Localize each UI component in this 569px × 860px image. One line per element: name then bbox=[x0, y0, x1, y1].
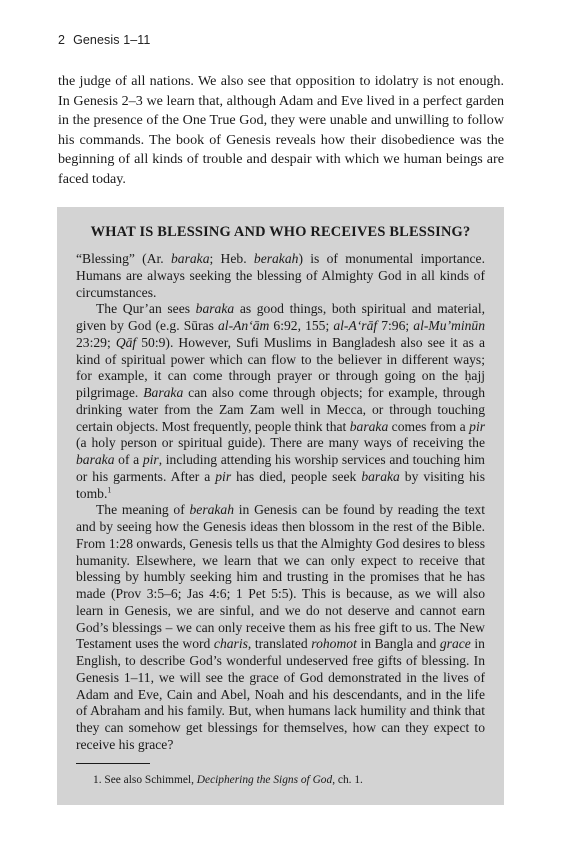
italic-term: al-A‘rāf bbox=[333, 318, 378, 333]
text-run: The Qur’an sees bbox=[96, 301, 196, 317]
italic-term: berakah bbox=[253, 251, 299, 266]
text-run: 6:92, 155; bbox=[269, 318, 334, 333]
italic-term: pir bbox=[215, 468, 232, 484]
footnote-reference[interactable]: 1 bbox=[107, 484, 112, 494]
box-title: WHAT IS BLESSING AND WHO RECEIVES BLESSING? bbox=[90, 224, 471, 240]
italic-term: pir bbox=[142, 452, 159, 467]
page-number: 2 bbox=[58, 33, 66, 47]
text-run: ) is of monumental importance. Humans are always seeking the blessing of Almighty God in all kinds of circumstances. bbox=[76, 251, 485, 300]
running-head-title: Genesis 1–11 bbox=[73, 33, 151, 47]
text-run: , ch. 1. bbox=[332, 774, 363, 786]
running-head bbox=[58, 33, 150, 47]
text-run: has died, people seek bbox=[231, 468, 362, 484]
intro-paragraph bbox=[58, 72, 504, 190]
text-run: 50:9). However, Sufi Muslims in Bangladesh also see it as a kind of spiritual power which can flow to the believer in different ways; for example, it can come through prayer or through going on the ḥajj pilgrimage. bbox=[76, 334, 486, 400]
text-run: in Bangla and bbox=[356, 636, 440, 652]
text-run: The meaning of bbox=[96, 502, 190, 518]
italic-term: al-An‘ām bbox=[218, 318, 270, 333]
italic-term: baraka bbox=[349, 418, 389, 434]
text-run: as good things, both spiritual and material, given by God (e.g. Sūras bbox=[76, 301, 485, 333]
text-run: 1. See also Schimmel, bbox=[93, 774, 197, 786]
text-run: , including attending his worship services and touching him or his garments. After a bbox=[76, 452, 486, 484]
italic-term: baraka bbox=[170, 251, 210, 266]
footnote bbox=[93, 773, 363, 787]
box-paragraph-3 bbox=[76, 502, 485, 753]
intro-text: the judge of all nations. We also see that opposition to idolatry is not enough. In Genesis 2–3 we learn that, although Adam and Eve lived in a perfect garden in the presence of the One True God, they were unable and unwilling to follow his commands. The book of Genesis reveals how their disobedience was the beginning of all kinds of trouble and despair with which we human beings are faced today. bbox=[58, 73, 504, 187]
italic-term: rohomot bbox=[311, 636, 357, 652]
text-run: by visiting his tomb. bbox=[76, 468, 485, 501]
text-run: “Blessing” (Ar. bbox=[76, 251, 171, 266]
text-run: , translated bbox=[247, 636, 312, 652]
text-run: 23:29; bbox=[76, 334, 116, 350]
italic-term: baraka bbox=[76, 452, 115, 467]
sidebar-box bbox=[57, 207, 504, 805]
italic-term: baraka bbox=[195, 301, 235, 317]
text-run: (a holy person or spiritual guide). There are many ways of receiving the bbox=[76, 435, 485, 451]
footnote-divider bbox=[76, 763, 150, 764]
text-run: comes from a bbox=[388, 418, 470, 434]
italic-term: Baraka bbox=[143, 385, 184, 400]
text-run: 7:96; bbox=[377, 318, 414, 333]
box-paragraph-1 bbox=[76, 251, 485, 301]
italic-term: al-Mu’minūn bbox=[413, 318, 485, 333]
box-paragraph-2 bbox=[76, 301, 485, 502]
text-run: in English, to describe God’s wonderful undeserved free gifts of blessing. In Genesis 1–11, we will see the grace of God demonstrated in the lives of Adam and Eve, Cain and Abel, Noah and his descendants, and in the life of Abraham and his family. But, when humans lack humility and think that they can somehow get blessings for themselves, how can they expect to receive his grace? bbox=[76, 636, 485, 752]
italic-term: Qāf bbox=[115, 334, 137, 350]
italic-term: Deciphering the Signs of God bbox=[196, 774, 333, 786]
italic-term: charis bbox=[213, 636, 248, 652]
text-run: in Genesis can be found by reading the text and by seeing how the Genesis ideas then blossom in the rest of the Bible. From 1:28 onwards, Genesis tells us that the Almighty God desires to bless humanity. Elsewhere, we learn that we can only expect to receive that blessing by humbly seeking him and trusting in the promises that he has made (Prov 3:5–6; Jas 4:6; 1 Pet 5:5). This is because, as we will also learn in Genesis, we are sinful, and we do not deserve and cannot earn God’s blessings – we can only receive them as his free gift to us. The New Testament uses the word bbox=[76, 502, 486, 652]
italic-term: grace bbox=[439, 636, 471, 652]
text-run: of a bbox=[114, 452, 143, 467]
italic-term: pir bbox=[469, 418, 486, 434]
italic-term: baraka bbox=[361, 468, 400, 484]
italic-term: berakah bbox=[189, 502, 235, 518]
text-run: ; Heb. bbox=[209, 251, 254, 266]
text-run: can also come through objects; for example, through drinking water from the Zam Zam well in Mecca, or through touching certain objects. Most frequently, people think that bbox=[76, 385, 485, 434]
